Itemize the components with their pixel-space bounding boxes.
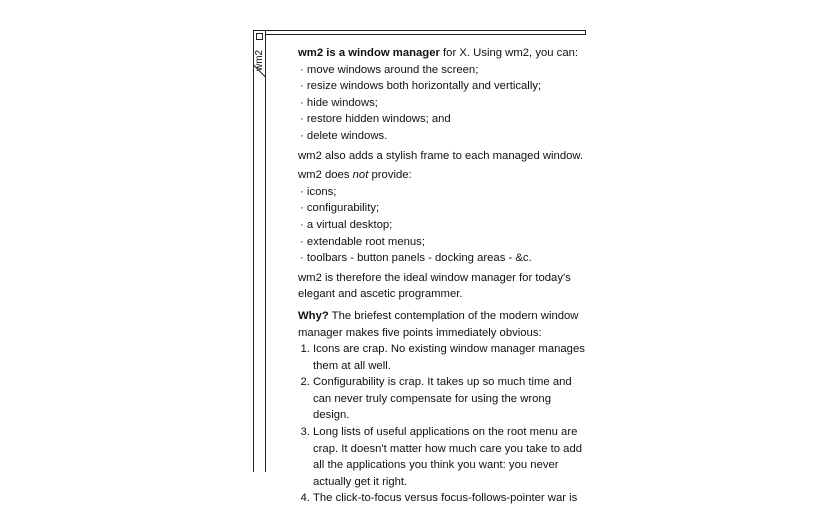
can-list (298, 62, 588, 145)
list-item: · a virtual desktop; (300, 218, 393, 231)
intro-text: for X. Using wm2, you can: (439, 47, 579, 59)
window-tab-label: wm2 (254, 49, 265, 71)
list-item: · configurability; (300, 202, 380, 215)
list-item: · resize windows both horizontally and vertically; (300, 80, 542, 93)
not-provide-paragraph: wm2 does not provide: (298, 169, 412, 182)
list-item: · icons; (300, 185, 337, 198)
window-frame-top-inner (265, 34, 586, 35)
intro-paragraph (298, 45, 588, 62)
list-item: · hide windows; (300, 96, 378, 109)
list-item: 2. Configurability is crap. It takes up so much time and can never truly compensate for using the wrong design. (313, 374, 588, 424)
list-item: · toolbars - button panels - docking areas - &c. (300, 252, 532, 265)
window-frame-left-inner (265, 34, 266, 472)
list-item: · delete windows. (300, 129, 388, 142)
window-frame-left (253, 30, 254, 472)
list-item: 4. The click-to-focus versus focus-follows-pointer war is (313, 490, 588, 507)
intro-bold: wm2 is a window manager (298, 47, 440, 59)
not-list (298, 184, 588, 267)
ideal-paragraph: wm2 is therefore the ideal window manager for today's elegant and ascetic programmer. (298, 271, 571, 301)
list-item: · restore hidden windows; and (300, 113, 451, 126)
window-content (298, 45, 588, 507)
list-item: 1. Icons are crap. No existing window manager manages them at all well. (313, 341, 588, 374)
list-item: · move windows around the screen; (300, 63, 479, 76)
why-list (298, 341, 588, 507)
window-close-button[interactable] (256, 33, 263, 40)
list-item: 3. Long lists of useful applications on the root menu are crap. It doesn't matter how much care you take to add all the applications you think you want: you never actually get it right. (313, 424, 588, 490)
list-item: · extendable root menus; (300, 235, 425, 248)
frame-paragraph: wm2 also adds a stylish frame to each managed window. (298, 149, 584, 162)
why-bold: Why? (298, 309, 329, 322)
why-paragraph: Why? The briefest contemplation of the modern window manager makes five points immediately obvious: (298, 309, 579, 339)
